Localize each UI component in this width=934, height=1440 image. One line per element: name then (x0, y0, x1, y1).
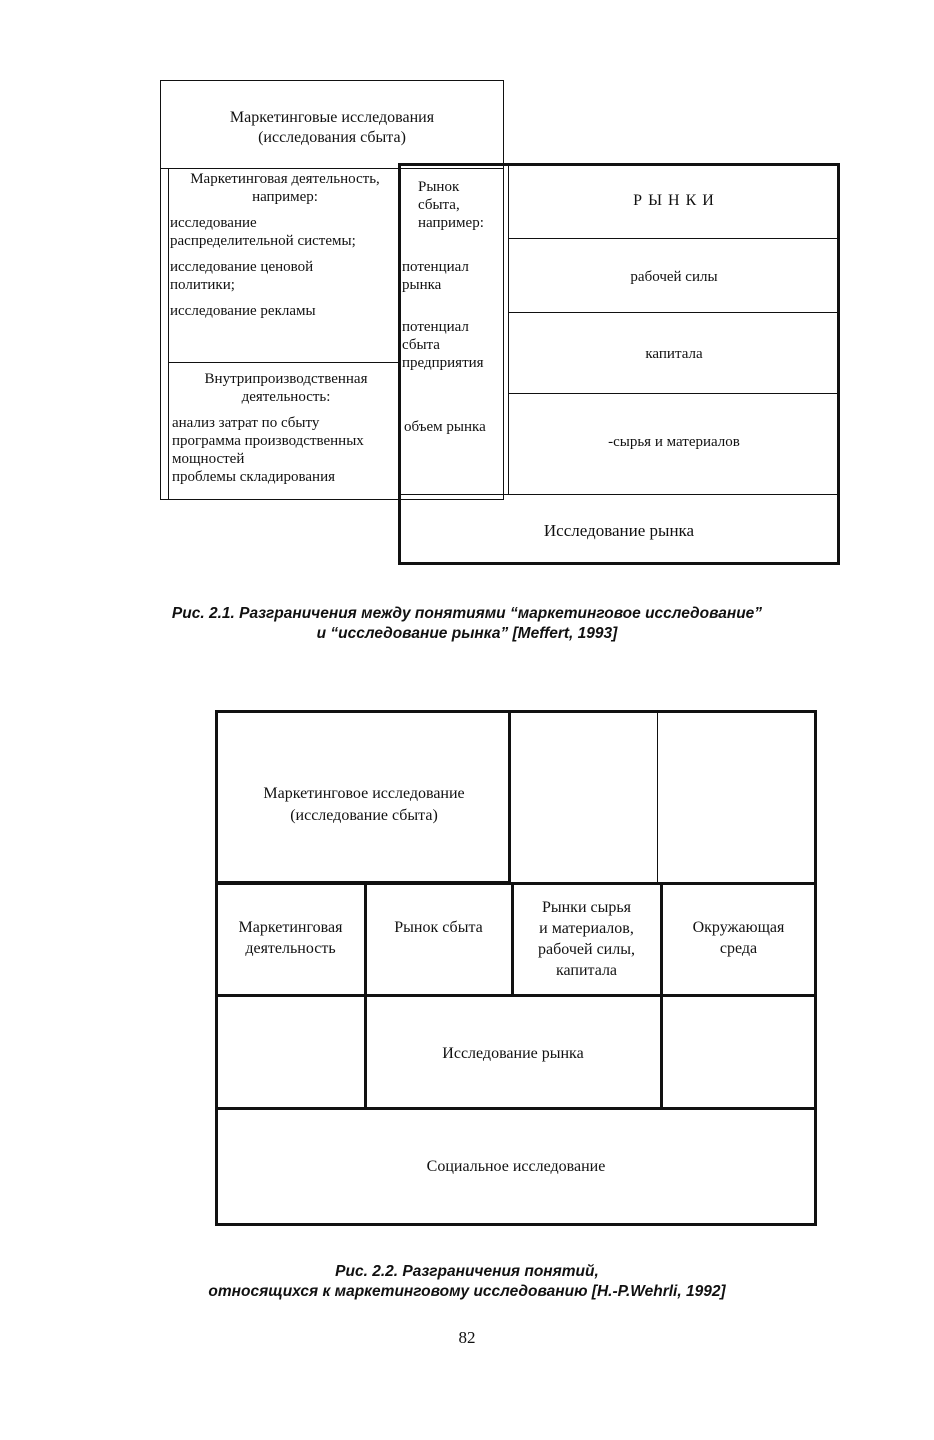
marketing-activity-item: исследование ценовой политики; (170, 259, 314, 293)
row-divider-1 (217, 882, 815, 885)
header-line-2: (исследования сбыта) (258, 129, 406, 146)
col-divider (364, 882, 367, 1107)
sales-market-item: потенциал сбыта предприятия (402, 319, 484, 371)
internal-activity-block (172, 370, 400, 486)
marketing-activity-title: Маркетинговая деятельность, например: (190, 171, 380, 205)
market-research-label: Исследование рынка (543, 521, 695, 540)
row-divider-2 (217, 994, 815, 997)
markets-title: Р Ы Н К И (633, 192, 715, 209)
market-research-cell: Исследование рынка (442, 1045, 584, 1062)
figure-2-2-caption: Рис. 2.2. Разграничения понятий, относящихся к маркетинговому исследованию [H.-P.Wehrli, 1992] (208, 1263, 726, 1300)
marketing-activity-item: исследование рекламы (170, 303, 316, 319)
marketing-research-label: Маркетинговое исследование (исследование сбыта) (263, 785, 465, 824)
markets-row-divider (508, 312, 838, 313)
sales-market-item: потенциал рынка (402, 259, 469, 293)
resource-markets-cell: Рынки сырья и материалов, рабочей силы, капитала (538, 899, 635, 979)
marketing-activity-block (170, 170, 400, 320)
figure-2-1-caption: Рис. 2.1. Разграничения между понятиями “маркетинговое исследование” и “исследование рынка” [Meffert, 1993] (171, 605, 763, 642)
marketing-activity-cell: Маркетинговая деятельность (238, 919, 343, 957)
markets-row-divider (508, 238, 838, 239)
markets-row-divider (508, 393, 838, 394)
header-line-1: Маркетинговые исследования (229, 109, 435, 126)
internal-activity-title: Внутрипроизводственная деятельность: (204, 371, 368, 405)
internal-activity-items: анализ затрат по сбыту программа производственных мощностей проблемы складирования (172, 415, 364, 485)
page-number: 82 (458, 1328, 476, 1347)
markets-column-divider (508, 165, 509, 495)
sales-market-item: объем рынка (404, 419, 486, 435)
marketing-activity-item: исследование распределительной системы; (170, 215, 356, 249)
markets-bottom-divider (400, 494, 838, 495)
sales-market-cell: Рынок сбыта (394, 919, 483, 936)
markets-item-labor: рабочей силы (630, 269, 718, 285)
social-research-cell: Социальное исследование (426, 1158, 606, 1175)
sales-market-block (402, 178, 506, 232)
left-inner-border (168, 168, 169, 500)
markets-item-raw-materials: -сырья и материалов (608, 434, 740, 450)
col-divider (660, 882, 663, 1107)
row-divider-3 (217, 1107, 815, 1110)
top-right-divider (657, 712, 658, 882)
internal-activity-divider (168, 362, 398, 363)
sales-market-title: Рынок сбыта, например: (418, 179, 484, 231)
environment-cell: Окружающая среда (692, 919, 785, 957)
marketing-research-header (160, 108, 504, 148)
markets-item-capital: капитала (645, 346, 703, 362)
